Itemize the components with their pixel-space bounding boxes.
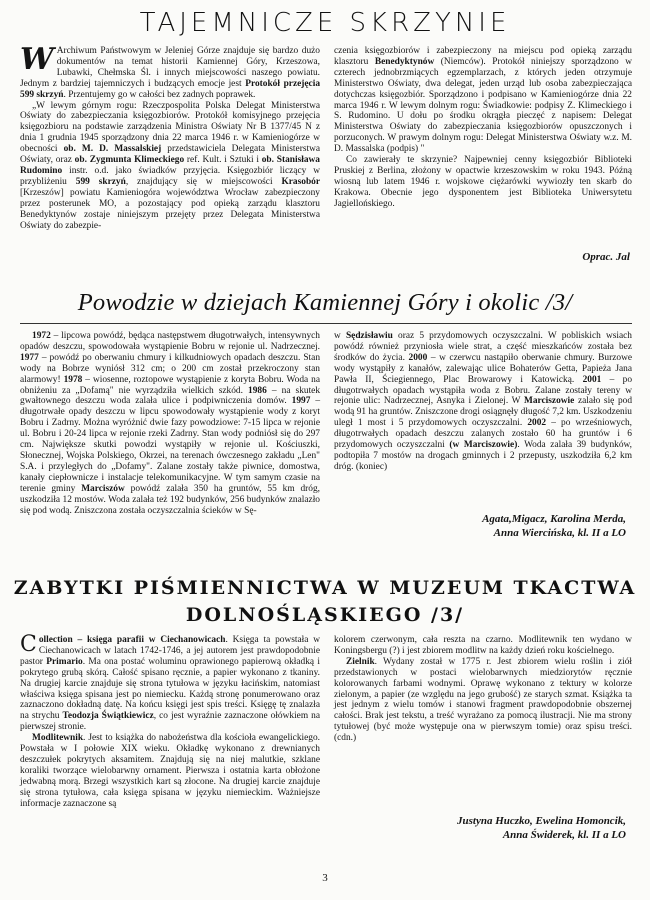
paragraph: . Ma ona postać woluminu oprawionego papierową okładką i pokrytego grubą skórą. Całość spisano ręcznie, a papier wykonano z tkaniny. Na drugiej karcie znajduje się strona tytułowa w języku łacińskim, natomiast właściwa księga spisana jest po niemiecku. Każdą stronę ponumerowano oraz zaznaczono dokładną datę. Na końcu księgi jest spis treści. Księgę tę znalazła na strychu [20,656,321,722]
article1-signature: Oprac. Jal [582,251,630,263]
bold-text: 2000 [408,352,428,363]
bold-text: ob. M. D. Massalskiej [63,144,162,155]
paragraph: – powódź po oberwaniu chmury i kilkudniowych opadach deszczu. Stan wody na Bobrze wyniósł 312 cm; o 200 cm został przekroczony stan alarmowy! [20,352,321,385]
paragraph: „W lewym górnym rogu: Rzeczpospolita Polska Delegat Ministerstwa Oświaty do zabezpieczania księgozbiorów. Protokół komisyjnego przejęcia księgozbioru na podstawie zarządzenia Ministra Oświaty Nr B 1377/45 N z dnia 1 grudnia 1945 sporządzony dnia 22 marca 1946 r. w Kamieniogórze w obecności [20,100,320,155]
paragraph: . Woda zalała 39 budynków, podtopiła 7 mostów na drogach gminnych i 2 przepusty, uszkodziła 6,2 km dróg. (koniec) [334,440,633,472]
page-number: 3 [322,872,328,884]
paragraph: – po długotrwałych opadach wystąpiła woda z Bobru. Zalane zostały tereny w rejonie ulic: Nadrzecznej, Asnyka i Zielonej. W [334,374,633,407]
paragraph: instr. o.d. jako świadków przyjęcia. Księgozbiór liczący w przybliżeniu [20,165,320,187]
paragraph: , co jest wyraźnie zaznaczone ołówkiem na pierwszej stronie. [20,711,321,733]
bold-text: ollection – księga parafii w Ciechanowicach [38,635,226,645]
bold-text: (w Marciszowie) [449,440,518,451]
bold-text: Teodozja Świątkiewicz [62,711,154,722]
paragraph: czenia księgozbiorów i zabezpieczony na miejscu pod opieką zarządu klasztoru [334,46,632,67]
bold-text: 1978 [63,374,83,385]
paragraph: przedstawiciela Delegata Ministerstwa Oświaty, oraz [20,144,321,166]
article1-title: TAJEMNICZE SKRZYNIE [139,8,511,38]
bold-text: Primario [46,656,83,667]
article2-column-right: w Sędzisławiu oraz 5 przydomowych oczyszczalni. W pobliskich wsiach powódź również przyniosła wiele strat, a część mieszkańców została bez środków do życia. 2000 – w czerwcu nastąpiło oberwanie chmury. Burzowe wody wystąpiły z kanałów, zalewając ulice Bohaterów Getta, Papieża Jana Pawła II, Ściegiennego, Plac Browarowy i Katowicką. 2001 – po długotrwałych opadach wystąpiła woda z Bobru. Zalane zostały tereny w rejonie ulic: Nadrzecznej, Asnyka i Zielonej. W Marciszowie zalało się pod wodą 91 ha gruntów. Zniszczone drogi osiągnęły długość 7,2 km. Uszkodzeniu uległ 1 most i 5 przydomowych oczyszczalni. 2002 – po wrześniowych, długotrwałych opadach deszczu zalanych zostało 60 ha gruntów i 6 przydomowych oczyszczalni (w Marciszowie). Woda zalała 39 budynków, podtopiła 7 mostów na drogach gminnych i 2 przepusty, uszkodziła 6,2 km dróg. (koniec) [334,331,633,472]
paragraph: – w czerwcu nastąpiło oberwanie chmury. Burzowe wody wystąpiły z kanałów, zalewając ulice Bohaterów Getta, Papieża Jana Pawła II, Ściegiennego, Plac Browarowy i Katowicką. [334,352,633,385]
bold-text: 2001 [582,374,602,385]
article3-signature [366,814,626,842]
paragraph: (Niemców). Protokół niniejszy sporządzono w czterech jednobrzmiących egzemplarzach, z których jeden otrzymuje Ministerstwo Oświaty, dwa delegat, jeden urząd lub osoba zabezpieczająca dotychczas księgozbiór. Sporządzono i podpisano w Kamieniogórze dnia 22 marca 1946 r. W lewym dolnym rogu: Świadkowie: podpisy Z. Klimeckiego i S. Rudomino. U dołu po środku okrągła pieczęć z napisem: Delegat Ministerstwa Oświaty do zabezpieczania księgozbiorów opuszczonych i porzuconych. W prawym dolnym rogu: Delegat Ministerstwa Oświaty w.z. M. D. Massalska (podpis) " [334,56,632,155]
article3-title [0,575,650,629]
bold-text: Marciszowie [523,396,575,407]
bold-text: Marciszów [81,483,125,494]
bold-text: Protokół przejęcia 599 skrzyń [20,78,321,100]
article2-column-left: 1972 – lipcowa powódź, będąca następstwem długotrwałych, intensywnych opadów deszczu, spowodowała wystąpienie Bobru w rejonie ul. Nadrzecznej. 1977 – powódź po oberwaniu chmury i kilkudniowych opadach deszczu. Stan wody na Bobrze wyniósł 312 cm; o 200 cm został przekroczony stan alarmowy! 1978 – wiosenne, roztopowe wystąpienie z koryta Bobru. Woda na obniżeniu za „Dofamą" nie wyrządziła wielkich szkód. 1986 – na skutek gwałtownego deszczu woda zalała ulice i podpiwniczenia domów. 1997 – długotrwałe opady deszczu w lipcu spowodowały wystąpienie wody z koryt Bobru i Zadrny. Można wyróżnić dwie fazy powodziowe: 7-15 lipca w rejonie ul. Bobru i 20-24 lipca w rejonie rzeki Zadrny. Stan wody podniósł się do 297 cm. Największe skutki powodzi wystąpiły w rejonie ul. Kościuszki, Słonecznej, Wojska Polskiego, Okrzei, na terenach ówczesnego zakładu „Len" S.A. i przyległych do „Dofamy". Zalane zostały także piwnice, domostwa, kanały ciepłownicze i instalacje telekomunikacyjne. W tym samym czasie na terenie gminy Marciszów powódź zalała 350 ha gruntów, 55 km dróg, uszkodziła 12 mostów. Woda zalała też 192 budynków, 256 budynków znalazło się pod wodą. Zniszczona została oczyszczalnia ścieków w Sę- [20,331,321,516]
paragraph: . Przentujemy go w całości bez zadnych poprawek. [63,89,256,100]
paragraph: . Wydany został w 1775 r. Jest zbiorem wielu roślin i ziół przedstawionych w postaci wielobarwnych miedziorytów ręcznie kolorowanych farbami wodnymi. Oprawę wykonano z tektury w kolorze zielonym, a papier (ze względu na jego grubość) ze starych szmat. Książka ta jest jednym z wielu tomów i stanowi fragment prawdopodobnie obszernej całości. Brak jest tekstu, a treść wyrażano za pomocą ilustracji. Nie ma strony tytułowej (być może występuje ona w pierwszym tomie) oraz spisu treści. (cdn.) [334,656,632,744]
paragraph: . Jest to książka do nabożeństwa dla kościoła ewangelickiego. Powstała w I połowie XIX wieku. Okładkę wykonano z drewnianych deszczułek pokrytych aksamitem. Znajdują się na niej malutkie, szklane koraliki tworzące wielobarwny ornament. Pierwsza i ostatnia karta obłożone jedwabną morą. Brzegi wszystkich kart są złocone. Na drugiej karcie znajduje się strona tytułowa, cała księga spisana w języku niemieckim. Ważniejsze informacje zaznaczone są [20,733,320,809]
signature-line: Anna Wiercińska, kl. II a LO [493,527,626,539]
paragraph: – długotrwałe opady deszczu w lipcu spowodowały wystąpienie wody z koryt Bobru i Zadrny. Można wyróżnić dwie fazy powodziowe: 7-15 lipca w rejonie ul. Bobru i 20-24 lipca w rejonie rzeki Zadrny. Stan wody podniósł się do 297 cm. Największe skutki powodzi wystąpiły w rejonie ul. Kościuszki, Słonecznej, Wojska Polskiego, Okrzei, na terenach ówczesnego zakładu „Len" S.A. i przyległych do „Dofamy". Zalane zostały także piwnice, domostwa, kanały ciepłownicze i instalacje telekomunikacyjne. W tym samym czasie na terenie gminy [20,396,321,494]
paragraph: zalało się pod wodą 91 ha gruntów. Zniszczone drogi osiągnęły długość 7,2 km. Uszkodzeniu uległ 1 most i 5 przydomowych oczyszczalni. [334,396,633,429]
article2-signature [366,512,626,540]
signature-line: Anna Świderek, kl. II a LO [502,829,626,841]
article2-title: Powodzie w dziejach Kamiennej Góry i okolic /3/ [77,289,573,316]
bold-text: 1972 [32,331,51,341]
bold-text: 599 skrzyń [75,176,126,187]
paragraph: lipcowa powódź, będąca następstwem długotrwałych, intensywnych opadów deszczu, spowodowała wystąpienie Bobru w rejonie ul. Nadrzecznej. [20,331,320,352]
bold-text: 1977 [20,352,39,363]
bold-text: 1997 [291,396,311,407]
signature-line: Justyna Huczko, Ewelina Homoncik, [457,815,626,827]
article1-column-left [20,42,321,231]
article1-column-right [334,46,632,210]
bold-text: Krasobór [281,176,321,187]
paragraph: ref. Kult. i Sztuki i [186,155,259,166]
paragraph: – wiosenne, roztopowe wystąpienie z koryta Bobru. Woda na obniżeniu za „Dofamą" nie wyrządziła wielkich szkód. [20,374,321,396]
paragraph: , znajdujący się w miejscowości [125,176,273,187]
bold-text: ob. Stanisława Rudomino [20,155,320,176]
bold-text: Zielnik [346,656,375,667]
bold-text: 2002 [527,418,547,429]
article3-column-left [20,632,321,810]
paragraph: – po wrześniowych, długotrwałych opadach deszczu zalanych zostało 60 ha gruntów i 6 przydomowych oczyszczalni [334,418,633,451]
title-line: ZABYTKI PIŚMIENNICTWA W MUZEUM TKACTWA [13,577,637,599]
bold-text: 1986 [248,385,267,396]
paragraph: – na skutek gwałtownego deszczu woda zalała ulice i podpiwniczenia domów. [20,385,321,407]
drop-cap: C [20,632,37,657]
paragraph: Co zawierały te skrzynie? Najpewniej cenny księgozbiór Biblioteki Pruskiej z Berlina, złożony w opactwie krzeszowskim w roku 1943. Późną wiosną lub latem 1946 r. wojskowe ciężarówki wywiozły ten skarb do Krakowa. Obecnie jego dysponentem jest Biblioteka Uniwersytetu Jagiellońskiego. [334,155,632,209]
title-line: DOLNOŚLĄSKIEGO /3/ [185,604,465,626]
bold-text: Benedyktynów [374,56,435,67]
signature-line: Agata,Migacz, Karolina Merda, [482,513,626,525]
article3-column-right [334,635,632,744]
paragraph: kolorem czerwonym, cała reszta na czarno. Modlitewnik ten wydano w Koningsbergu (?) i jest zbiorem modlitw na każdy dzień roku kościelnego. [334,635,632,656]
paragraph: Archiwum Państwowym w Jeleniej Górze znajduje się bardzo dużo dokumentów na temat historii Kamiennej Góry, Krzeszowa, Lubawki, Chełmska Śl. i innych miejscowości naszego powiatu. Jednym z bardziej tajemniczych i budzących emocje jest [20,46,320,89]
paragraph: oraz 5 przydomowych oczyszczalni. W pobliskich wsiach powódź również przyniosła wiele strat, a część mieszkańców została bez środków do życia. [334,331,632,363]
bold-text: ob. Zygmunta Klimeckiego [74,155,185,166]
drop-cap: W [20,42,54,77]
paragraph: [Krzeszów] powiatu Kamieniogóra województwa Wrocław zabezpieczony przez posterunek MO, a pozostający pod opieką zarządu klasztoru Benedyktynów zostaje niniejszym przejęty przez Delegata Ministerstwa Oświaty do zabezpie- [20,187,320,231]
paragraph: powódź zalała 350 ha gruntów, 55 km dróg, uszkodziła 12 mostów. Woda zalała też 192 budynków, 256 budynków znalazło się pod wodą. Zniszczona została oczyszczalnia ścieków w Sę- [20,483,321,516]
bold-text: Sędzisławiu [345,331,393,341]
title-divider [20,323,632,324]
paragraph: . Księga ta powstała w Ciechanowicach w latach 1742-1746, a jej autorem jest prawdopodobnie pastor [20,635,320,667]
bold-text: Modlitewnik [32,733,84,744]
